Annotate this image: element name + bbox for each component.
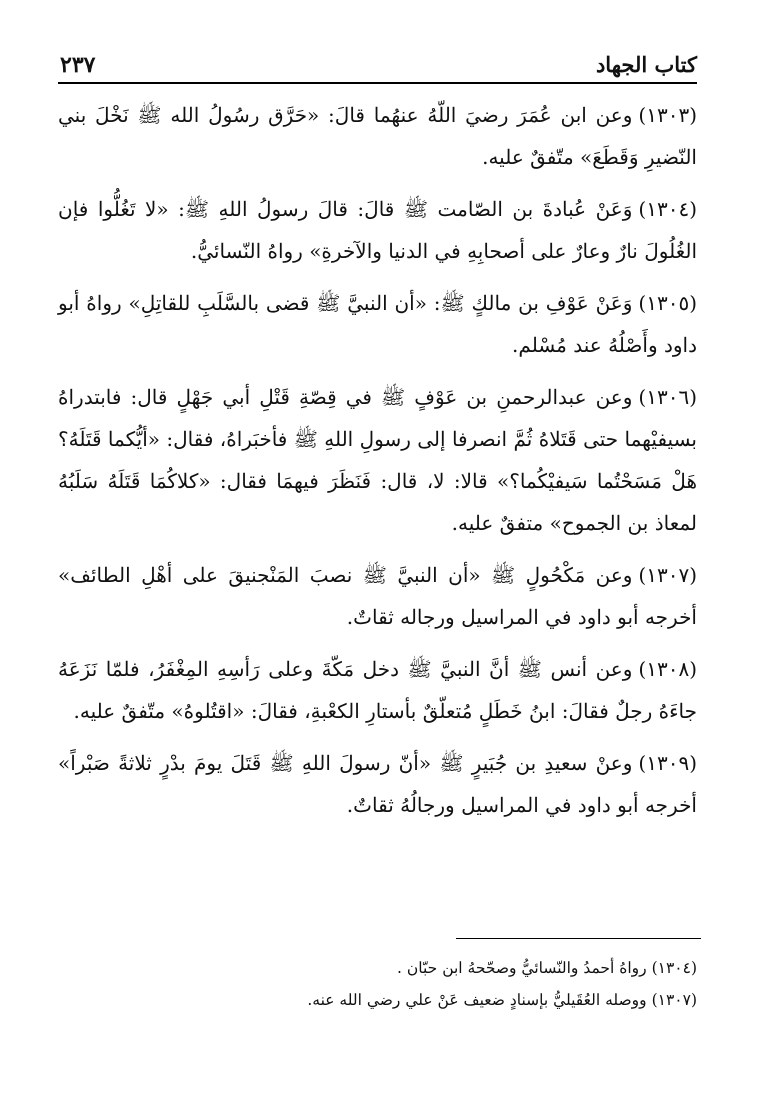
hadith-text: وعن ابن عُمَرَ رضيَ اللّهُ عنهُما قالَ: «حَرَّق رسُولُ الله ﷺ نَخْلَ بني النّضيرِ وَقَطَعَ» متّفقٌ عليه. <box>58 103 697 169</box>
hadith-text: وعن مَكْحُولٍ ﷺ «أن النبيَّ ﷺ نصبَ المَنْجنيقَ على أهْلِ الطائف» أخرجه أبو داود في المراسيل ورجاله ثقاتٌ. <box>58 563 697 629</box>
hadith-number: (١٣٠٦) <box>638 385 697 409</box>
footnote: (١٣٠٤) رواهُ أحمدُ والنّسائيُّ وصحّحهُ ابن حبّان . <box>397 959 697 977</box>
hadith-entry <box>58 742 697 826</box>
hadith-entry <box>58 188 697 272</box>
hadith-text: وعنْ سعيدِ بن جُبَيرٍ ﷺ «أنّ رسولَ اللهِ ﷺ قَتَلَ يومَ بدْرٍ ثلاثةً صَبْراً» أخرجه أبو داود في المراسيل ورجالُهُ ثقاتٌ. <box>58 751 697 817</box>
page-number: ٢٣٧ <box>60 52 96 78</box>
footnote: (١٣٠٧) ووصله العُقَيليُّ بإسنادٍ ضعيف عَنْ علي رضي الله عنه. <box>307 991 697 1009</box>
hadith-number: (١٣٠٩) <box>638 751 697 775</box>
hadith-number: (١٣٠٨) <box>638 657 697 681</box>
footnote-divider <box>456 938 701 939</box>
footnotes <box>58 952 697 1016</box>
hadith-list <box>58 94 697 826</box>
hadith-number: (١٣٠٤) <box>638 197 697 221</box>
hadith-text: وَعَنْ عُبادةَ بن الصّامت ﷺ قالَ: قالَ رسولُ اللهِ ﷺ: «لا تَغُلُّوا فإن الغُلُولَ نارٌ وعارٌ على أصحابِهِ في الدنيا والآخرةِ» رواهُ النّسائيُّ. <box>58 197 697 263</box>
running-title: كتاب الجهاد <box>595 52 697 77</box>
hadith-number: (١٣٠٣) <box>638 103 697 127</box>
hadith-entry <box>58 94 697 178</box>
hadith-entry <box>58 376 697 544</box>
hadith-text: وعن عبدالرحمنِ بن عَوْفٍ ﷺ في قِصّةِ قَتْلِ أبي جَهْلٍ قال: فابتدراهُ بسيفيْهما حتى قَتَلاهُ ثُمَّ انصرفا إلى رسولِ اللهِ ﷺ فأخبَراهُ، فقال: «أيُّكما قَتَلَهُ؟ هَلْ مَسَحْتُما سَيفيْكُما؟» قالا: لا، قال: فَنَظَرَ فيهمَا فقال: «كلاكُمَا قَتَلَهُ سَلَبُهُ لمعاذ بن الجموح» متفقٌ عليه. <box>58 385 697 535</box>
hadith-entry <box>58 648 697 732</box>
page-header <box>58 52 697 84</box>
hadith-entry <box>58 282 697 366</box>
hadith-text: وعن أنس ﷺ أنَّ النبيَّ ﷺ دخل مَكّةَ وعلى رَأسِهِ المِغْفَرُ، فلمّا نَزَعَهُ جاءَهُ رجلٌ فقالَ: ابنُ خَطَلٍ مُتعلّقٌ بأستارِ الكعْبةِ، فقالَ: «اقتُلوهُ» متّفقٌ عليه. <box>58 657 697 723</box>
hadith-number: (١٣٠٧) <box>638 563 697 587</box>
hadith-number: (١٣٠٥) <box>638 291 697 315</box>
hadith-entry <box>58 554 697 638</box>
hadith-text: وَعَنْ عَوْفِ بن مالكٍ ﷺ: «أن النبيَّ ﷺ قضى بالسَّلَبِ للقاتِلِ» رواهُ أبو داود وأَصْلُهُ عند مُسْلم. <box>58 291 697 357</box>
